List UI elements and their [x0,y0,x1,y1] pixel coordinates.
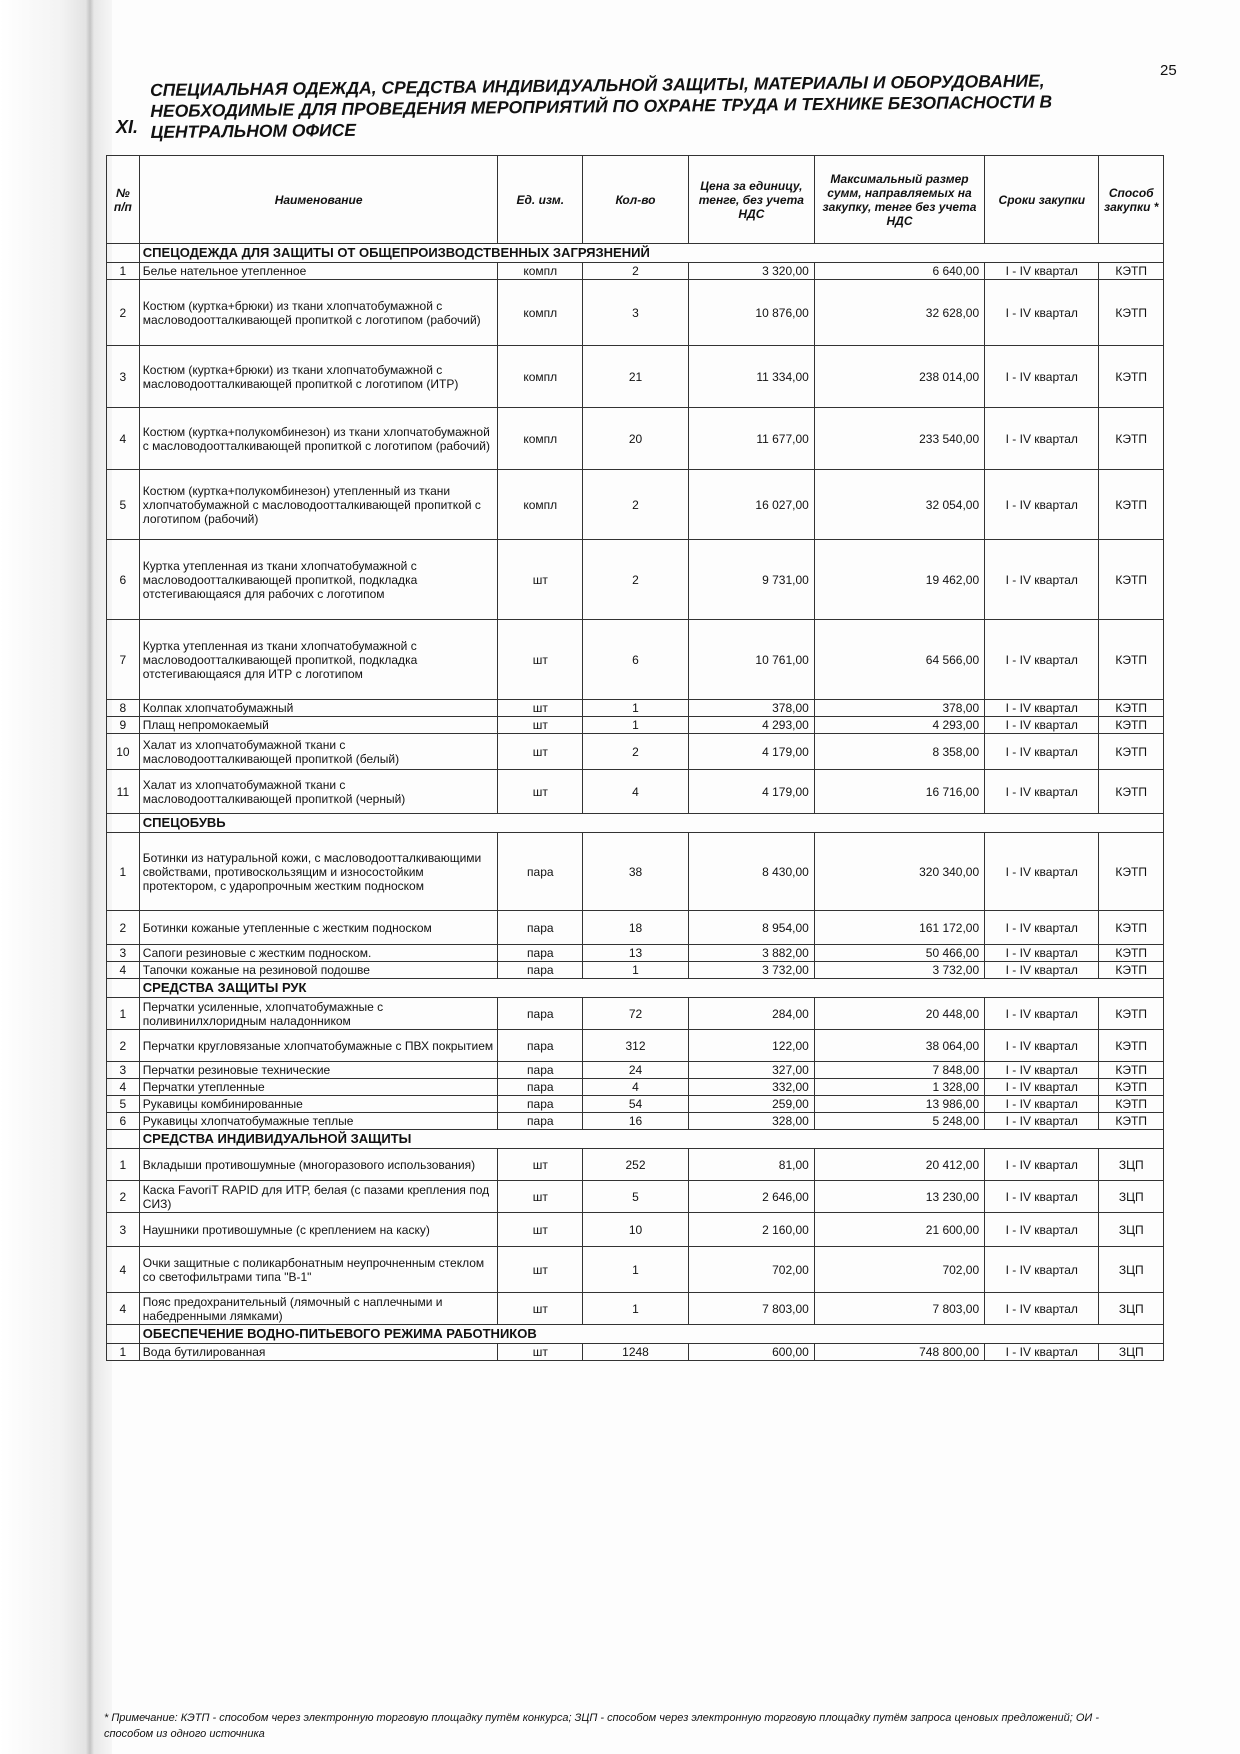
row-method: КЭТП [1099,734,1164,770]
row-method: КЭТП [1099,962,1164,979]
row-terms: I - IV квартал [985,1149,1099,1181]
row-max-sum: 19 462,00 [814,540,984,620]
row-unit: шт [498,734,583,770]
row-num: 6 [107,540,140,620]
row-qty: 2 [583,540,689,620]
row-qty: 4 [583,770,689,814]
row-terms: I - IV квартал [985,408,1099,470]
row-qty: 2 [583,734,689,770]
row-unit: компл [498,263,583,280]
row-price: 81,00 [688,1149,814,1181]
row-name: Очки защитные с поликарбонатным неупрочненным стеклом со светофильтрами типа "В-1" [139,1247,498,1293]
row-name: Наушники противошумные (с креплением на каску) [139,1213,498,1247]
row-price: 3 320,00 [688,263,814,280]
row-price: 3 732,00 [688,962,814,979]
section-row-title: СПЕЦОДЕЖДА ДЛЯ ЗАЩИТЫ ОТ ОБЩЕПРОИЗВОДСТВЕННЫХ ЗАГРЯЗНЕНИЙ [139,244,1163,263]
procurement-table [106,155,1164,1361]
row-terms: I - IV квартал [985,1062,1099,1079]
row-method: КЭТП [1099,280,1164,346]
table-row [107,1062,1164,1079]
row-qty: 10 [583,1213,689,1247]
row-name: Перчатки утепленные [139,1079,498,1096]
row-price: 4 179,00 [688,770,814,814]
row-qty: 1 [583,700,689,717]
row-num: 5 [107,470,140,540]
table-row [107,945,1164,962]
row-qty: 4 [583,1079,689,1096]
row-unit: компл [498,408,583,470]
row-unit: пара [498,1030,583,1062]
row-method: КЭТП [1099,470,1164,540]
row-num: 3 [107,945,140,962]
row-qty: 312 [583,1030,689,1062]
row-method: КЭТП [1099,540,1164,620]
row-qty: 2 [583,470,689,540]
row-unit: шт [498,1149,583,1181]
row-qty: 6 [583,620,689,700]
scan-fold-shadow [86,0,94,1754]
row-max-sum: 20 412,00 [814,1149,984,1181]
row-price: 702,00 [688,1247,814,1293]
row-price: 10 876,00 [688,280,814,346]
row-max-sum: 320 340,00 [814,833,984,911]
header-price: Цена за единицу, тенге, без учета НДС [688,156,814,244]
row-terms: I - IV квартал [985,346,1099,408]
row-method: КЭТП [1099,945,1164,962]
row-name: Сапоги резиновые с жестким подноском. [139,945,498,962]
row-num: 1 [107,263,140,280]
row-name: Вкладыши противошумные (многоразового использования) [139,1149,498,1181]
row-method: КЭТП [1099,408,1164,470]
row-price: 328,00 [688,1113,814,1130]
table-row [107,1030,1164,1062]
row-terms: I - IV квартал [985,1030,1099,1062]
row-terms: I - IV квартал [985,1113,1099,1130]
row-max-sum: 32 628,00 [814,280,984,346]
row-num: 1 [107,1344,140,1361]
row-max-sum: 7 848,00 [814,1062,984,1079]
row-qty: 1 [583,962,689,979]
header-unit: Ед. изм. [498,156,583,244]
row-name: Рукавицы хлопчатобумажные теплые [139,1113,498,1130]
row-method: ЗЦП [1099,1344,1164,1361]
row-num: 3 [107,1062,140,1079]
row-max-sum: 50 466,00 [814,945,984,962]
row-name: Куртка утепленная из ткани хлопчатобумажной с масловодоотталкивающей пропиткой, подкладка отстегивающаяся для рабочих с логотипом [139,540,498,620]
row-terms: I - IV квартал [985,470,1099,540]
row-method: КЭТП [1099,833,1164,911]
row-num: 8 [107,700,140,717]
row-price: 4 179,00 [688,734,814,770]
row-qty: 13 [583,945,689,962]
row-terms: I - IV квартал [985,540,1099,620]
row-qty: 5 [583,1181,689,1213]
row-unit: пара [498,833,583,911]
row-price: 327,00 [688,1062,814,1079]
section-row [107,1325,1164,1344]
row-max-sum: 13 230,00 [814,1181,984,1213]
row-name: Колпак хлопчатобумажный [139,700,498,717]
row-method: КЭТП [1099,700,1164,717]
row-name: Тапочки кожаные на резиновой подошве [139,962,498,979]
row-num: 6 [107,1113,140,1130]
row-terms: I - IV квартал [985,263,1099,280]
row-terms: I - IV квартал [985,1293,1099,1325]
section-row-title: ОБЕСПЕЧЕНИЕ ВОДНО-ПИТЬЕВОГО РЕЖИМА РАБОТНИКОВ [139,1325,1163,1344]
section-row-title: СРЕДСТВА ИНДИВИДУАЛЬНОЙ ЗАЩИТЫ [139,1130,1163,1149]
row-num: 4 [107,1079,140,1096]
row-price: 284,00 [688,998,814,1030]
row-qty: 24 [583,1062,689,1079]
row-unit: шт [498,1293,583,1325]
row-terms: I - IV квартал [985,1096,1099,1113]
row-qty: 54 [583,1096,689,1113]
row-max-sum: 3 732,00 [814,962,984,979]
row-name: Ботинки кожаные утепленные с жестким подноском [139,911,498,945]
section-row-num [107,1130,140,1149]
row-unit: шт [498,770,583,814]
row-unit: пара [498,1113,583,1130]
row-unit: пара [498,1062,583,1079]
row-name: Рукавицы комбинированные [139,1096,498,1113]
row-max-sum: 32 054,00 [814,470,984,540]
row-max-sum: 6 640,00 [814,263,984,280]
row-method: КЭТП [1099,717,1164,734]
table-row [107,833,1164,911]
row-method: КЭТП [1099,620,1164,700]
row-unit: шт [498,620,583,700]
row-qty: 1 [583,717,689,734]
section-row [107,244,1164,263]
row-num: 2 [107,1181,140,1213]
table-row [107,1079,1164,1096]
row-num: 4 [107,962,140,979]
row-unit: пара [498,1096,583,1113]
section-row [107,979,1164,998]
row-max-sum: 233 540,00 [814,408,984,470]
row-name: Халат из хлопчатобумажной ткани с масловодоотталкивающей пропиткой (белый) [139,734,498,770]
row-unit: шт [498,717,583,734]
section-row-num [107,1325,140,1344]
row-terms: I - IV квартал [985,717,1099,734]
row-unit: компл [498,346,583,408]
row-qty: 72 [583,998,689,1030]
section-title: СПЕЦИАЛЬНАЯ ОДЕЖДА, СРЕДСТВА ИНДИВИДУАЛЬНОЙ ЗАЩИТЫ, МАТЕРИАЛЫ И ОБОРУДОВАНИЕ, НЕОБХОДИМЫЕ ДЛЯ ПРОВЕДЕНИЯ МЕРОПРИЯТИЙ ПО ОХРАНЕ ТРУДА И ТЕХНИКЕ БЕЗОПАСНОСТИ В ЦЕНТРАЛЬНОМ ОФИСЕ [150,70,1053,142]
row-name: Куртка утепленная из ткани хлопчатобумажной с масловодоотталкивающей пропиткой, подкладка отстегивающаяся для ИТР с логотипом [139,620,498,700]
row-price: 11 677,00 [688,408,814,470]
section-row-title: СПЕЦОБУВЬ [139,814,1163,833]
row-terms: I - IV квартал [985,700,1099,717]
row-terms: I - IV квартал [985,911,1099,945]
row-qty: 2 [583,263,689,280]
row-terms: I - IV квартал [985,1079,1099,1096]
row-method: КЭТП [1099,263,1164,280]
section-row [107,1130,1164,1149]
row-method: КЭТП [1099,998,1164,1030]
row-max-sum: 13 986,00 [814,1096,984,1113]
row-max-sum: 4 293,00 [814,717,984,734]
header-qty: Кол-во [583,156,689,244]
row-qty: 38 [583,833,689,911]
row-max-sum: 161 172,00 [814,911,984,945]
table-row [107,408,1164,470]
table-row [107,1247,1164,1293]
row-method: ЗЦП [1099,1181,1164,1213]
table-row [107,620,1164,700]
row-name: Костюм (куртка+брюки) из ткани хлопчатобумажной с масловодоотталкивающей пропиткой с логотипом (рабочий) [139,280,498,346]
row-terms: I - IV квартал [985,770,1099,814]
row-unit: компл [498,470,583,540]
table-row [107,346,1164,408]
row-max-sum: 1 328,00 [814,1079,984,1096]
row-terms: I - IV квартал [985,1344,1099,1361]
header-name: Наименование [139,156,498,244]
row-price: 600,00 [688,1344,814,1361]
row-name: Вода бутилированная [139,1344,498,1361]
table-row [107,962,1164,979]
row-method: КЭТП [1099,1113,1164,1130]
row-name: Каска FavoriT RAPID для ИТР, белая (с пазами крепления под СИЗ) [139,1181,498,1213]
header-terms: Сроки закупки [985,156,1099,244]
row-method: КЭТП [1099,1030,1164,1062]
table-row [107,998,1164,1030]
section-row-num [107,979,140,998]
row-num: 9 [107,717,140,734]
row-price: 3 882,00 [688,945,814,962]
table-row [107,470,1164,540]
row-num: 3 [107,1213,140,1247]
table-row [107,700,1164,717]
row-price: 8 954,00 [688,911,814,945]
table-row [107,1213,1164,1247]
row-qty: 20 [583,408,689,470]
row-terms: I - IV квартал [985,945,1099,962]
row-method: КЭТП [1099,911,1164,945]
row-method: ЗЦП [1099,1149,1164,1181]
row-method: ЗЦП [1099,1293,1164,1325]
row-terms: I - IV квартал [985,962,1099,979]
row-unit: пара [498,945,583,962]
row-qty: 1248 [583,1344,689,1361]
row-terms: I - IV квартал [985,1213,1099,1247]
table-row [107,280,1164,346]
row-price: 4 293,00 [688,717,814,734]
section-row-title: СРЕДСТВА ЗАЩИТЫ РУК [139,979,1163,998]
row-max-sum: 238 014,00 [814,346,984,408]
row-name: Перчатки кругловязаные хлопчатобумажные с ПВХ покрытием [139,1030,498,1062]
row-num: 2 [107,911,140,945]
row-qty: 16 [583,1113,689,1130]
row-name: Костюм (куртка+брюки) из ткани хлопчатобумажной с масловодоотталкивающей пропиткой с логотипом (ИТР) [139,346,498,408]
row-max-sum: 5 248,00 [814,1113,984,1130]
row-unit: шт [498,1344,583,1361]
row-max-sum: 378,00 [814,700,984,717]
section-row-num [107,814,140,833]
header-max-sum: Максимальный размер сумм, направляемых на закупку, тенге без учета НДС [814,156,984,244]
row-price: 2 646,00 [688,1181,814,1213]
row-price: 11 334,00 [688,346,814,408]
row-price: 2 160,00 [688,1213,814,1247]
row-name: Белье нательное утепленное [139,263,498,280]
row-max-sum: 8 358,00 [814,734,984,770]
row-price: 10 761,00 [688,620,814,700]
row-terms: I - IV квартал [985,998,1099,1030]
row-unit: шт [498,700,583,717]
row-terms: I - IV квартал [985,280,1099,346]
row-method: КЭТП [1099,346,1164,408]
row-num: 1 [107,1149,140,1181]
row-num: 7 [107,620,140,700]
table-row [107,1293,1164,1325]
row-name: Перчатки резиновые технические [139,1062,498,1079]
row-num: 2 [107,1030,140,1062]
row-qty: 21 [583,346,689,408]
row-price: 8 430,00 [688,833,814,911]
row-name: Костюм (куртка+полукомбинезон) утепленный из ткани хлопчатобумажной с масловодоотталкивающей пропиткой с логотипом (рабочий) [139,470,498,540]
row-max-sum: 21 600,00 [814,1213,984,1247]
row-max-sum: 16 716,00 [814,770,984,814]
row-name: Халат из хлопчатобумажной ткани с масловодоотталкивающей пропиткой (черный) [139,770,498,814]
row-terms: I - IV квартал [985,734,1099,770]
row-max-sum: 64 566,00 [814,620,984,700]
row-qty: 1 [583,1247,689,1293]
row-terms: I - IV квартал [985,1247,1099,1293]
row-max-sum: 20 448,00 [814,998,984,1030]
table-row [107,540,1164,620]
row-method: ЗЦП [1099,1213,1164,1247]
row-price: 378,00 [688,700,814,717]
table-row [107,717,1164,734]
section-row [107,814,1164,833]
table-row [107,1344,1164,1361]
table-row [107,770,1164,814]
row-name: Костюм (куртка+полукомбинезон) из ткани хлопчатобумажной с масловодоотталкивающей пропиткой с логотипом (рабочий) [139,408,498,470]
table-row [107,1181,1164,1213]
row-unit: пара [498,1079,583,1096]
row-method: КЭТП [1099,1079,1164,1096]
header-num: № п/п [107,156,140,244]
table-row [107,1113,1164,1130]
row-unit: компл [498,280,583,346]
table-wrapper [106,155,1164,1361]
row-unit: пара [498,911,583,945]
row-price: 332,00 [688,1079,814,1096]
table-row [107,734,1164,770]
row-qty: 1 [583,1293,689,1325]
row-price: 16 027,00 [688,470,814,540]
footnote: * Примечание: КЭТП - способом через электронную торговую площадку путём конкурса; ЗЦП - способом через электронную торговую площадку путём запроса ценовых предложений; ОИ - способом из одного источника [104,1712,1099,1740]
header-method: Способ закупки * [1099,156,1164,244]
row-unit: шт [498,540,583,620]
row-method: КЭТП [1099,1062,1164,1079]
row-price: 7 803,00 [688,1293,814,1325]
row-num: 11 [107,770,140,814]
row-method: ЗЦП [1099,1247,1164,1293]
row-name: Ботинки из натуральной кожи, с масловодоотталкивающими свойствами, противоскользящим и износостойким протектором, с ударопрочным жестким подноском [139,833,498,911]
row-unit: пара [498,962,583,979]
table-row [107,1149,1164,1181]
row-max-sum: 748 800,00 [814,1344,984,1361]
row-num: 3 [107,346,140,408]
row-method: КЭТП [1099,1096,1164,1113]
row-unit: шт [498,1213,583,1247]
row-price: 9 731,00 [688,540,814,620]
row-max-sum: 7 803,00 [814,1293,984,1325]
table-header-row [107,156,1164,244]
row-max-sum: 702,00 [814,1247,984,1293]
row-num: 5 [107,1096,140,1113]
section-row-num [107,244,140,263]
row-num: 1 [107,833,140,911]
row-num: 4 [107,408,140,470]
table-row [107,1096,1164,1113]
row-num: 10 [107,734,140,770]
page-number: 25 [1160,62,1177,79]
table-body [107,244,1164,1361]
row-price: 259,00 [688,1096,814,1113]
row-qty: 18 [583,911,689,945]
row-unit: шт [498,1181,583,1213]
row-max-sum: 38 064,00 [814,1030,984,1062]
table-row [107,263,1164,280]
row-num: 2 [107,280,140,346]
row-terms: I - IV квартал [985,1181,1099,1213]
scan-page-edge [0,0,112,1754]
row-num: 4 [107,1293,140,1325]
row-unit: шт [498,1247,583,1293]
row-price: 122,00 [688,1030,814,1062]
row-num: 4 [107,1247,140,1293]
row-terms: I - IV квартал [985,833,1099,911]
section-number: XI. [116,117,139,137]
row-name: Пояс предохранительный (лямочный с наплечными и набедренными лямками) [139,1293,498,1325]
row-name: Плащ непромокаемый [139,717,498,734]
row-num: 1 [107,998,140,1030]
row-terms: I - IV квартал [985,620,1099,700]
row-unit: пара [498,998,583,1030]
row-qty: 252 [583,1149,689,1181]
row-qty: 3 [583,280,689,346]
row-name: Перчатки усиленные, хлопчатобумажные с поливинилхлоридным наладонником [139,998,498,1030]
table-row [107,911,1164,945]
row-method: КЭТП [1099,770,1164,814]
